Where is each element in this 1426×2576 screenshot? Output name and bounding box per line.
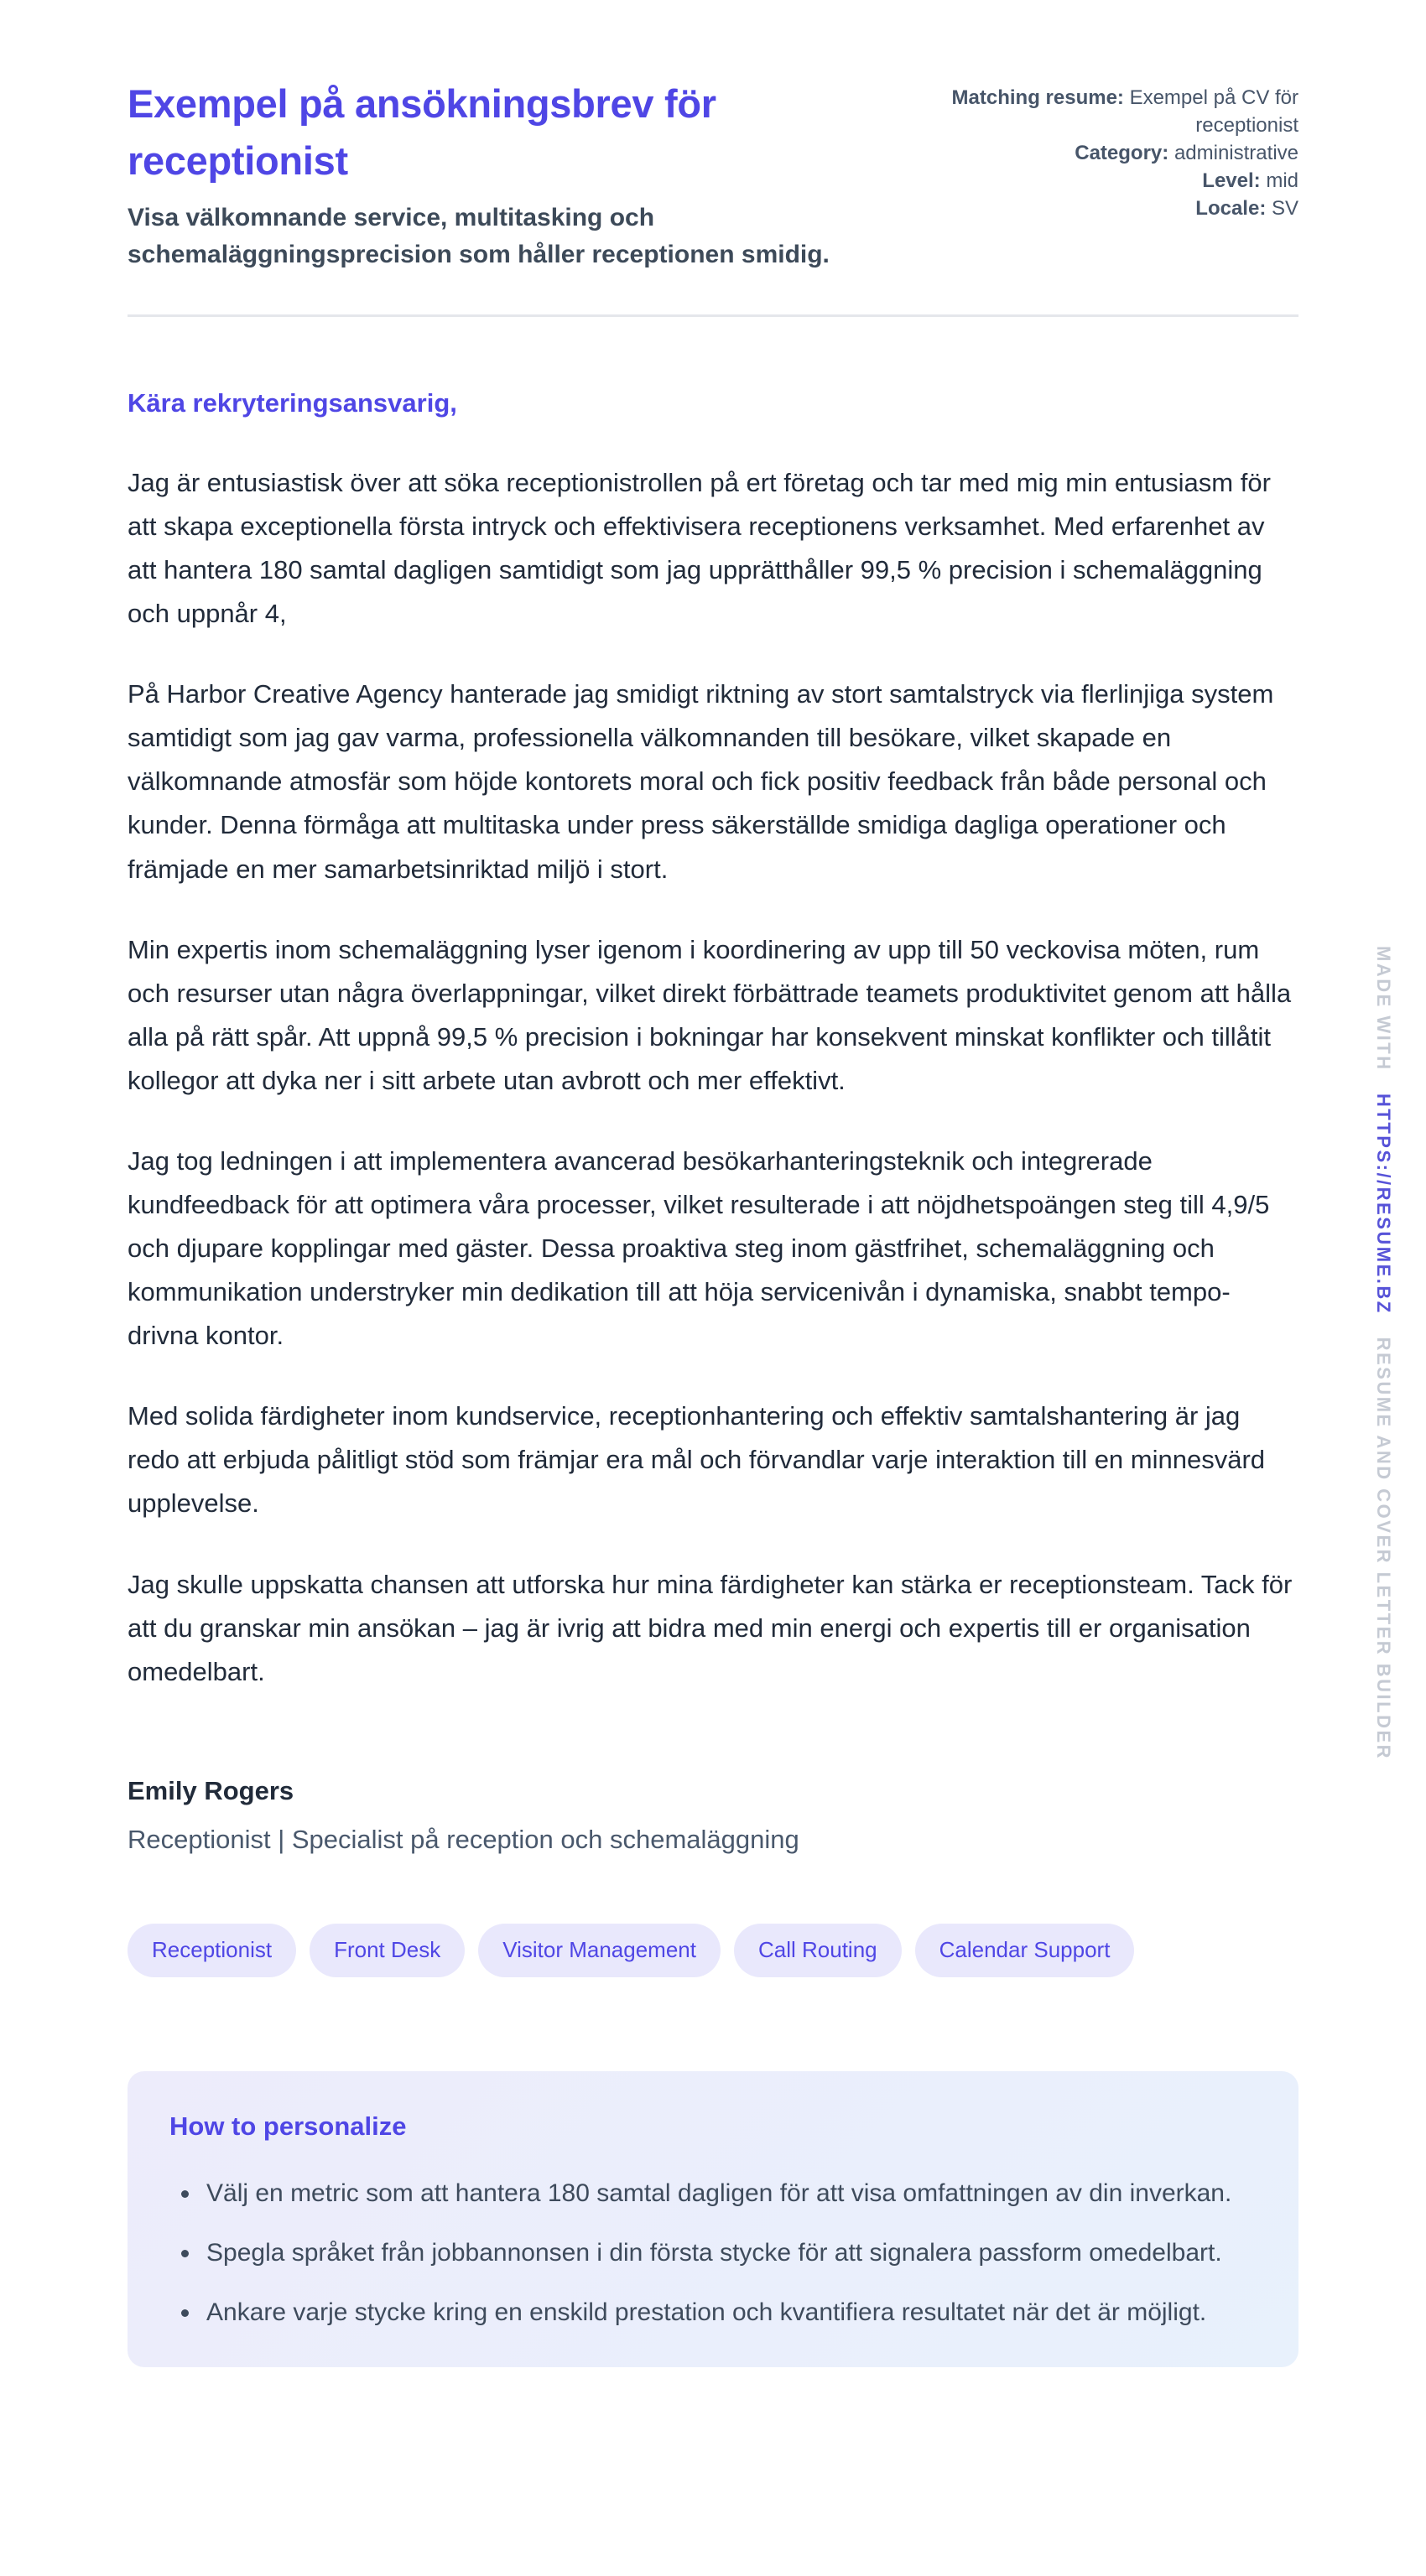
meta-value: administrative xyxy=(1174,142,1298,165)
header-divider xyxy=(128,314,1298,317)
cover-letter-page xyxy=(128,0,1298,2367)
letter-paragraph-2: På Harbor Creative Agency hanterade jag smidigt riktning av stort samtalstryck via flerlinjiga system samtidigt som jag gav varma, professionella välkomnanden till besökare, vilket skapade en välkomnande atmosfär som höjde kontorets moral och fick positiv feedback från både personal och kunder. Denna förmåga att multitaska under press säkerställde smidiga dagliga operationer och främjade en mer samarbetsinriktad miljö i stort. xyxy=(128,679,1274,884)
letter-paragraph-4: Jag tog ledningen i att implementera avancerad besökarhanteringsteknik och integrerade kundfeedback för att optimera våra processer, vilket resulterade i att nöjdhetspoängen steg till 4,9/5 och djupare kopplingar med gäster. Dessa proaktiva steg inom gästfrihet, schemaläggning och kommunikation understryker min dedikation till att höja servicenivån i dynamiska, snabbt tempo-drivna kontor. xyxy=(128,1145,1270,1351)
tip-item-2: • Spegla språket från jobbannonsen i din första stycke för att signalera passform omedelbart. xyxy=(201,2231,1257,2274)
tips-title: How to personalize xyxy=(169,2111,407,2141)
letter-paragraph-3: Min expertis inom schemaläggning lyser igenom i koordinering av upp till 50 veckovisa möten, rum och resurser utan några överlappningar, vilket direkt förbättrade teamets produktivitet genom att hålla alla på rätt spår. Att uppnå 99,5 % precision i bokningar har konsekvent minskat konflikter och tillåtit kollegor att dyka ner i sitt arbete utan avbrott och mer effektivt. xyxy=(128,934,1292,1095)
meta-value: mid xyxy=(1266,169,1298,193)
meta-label: Matching resume: xyxy=(951,86,1124,109)
meta-matching-resume xyxy=(938,84,1298,139)
meta-label: Locale: xyxy=(1195,197,1267,221)
meta-category xyxy=(938,139,1298,167)
tag-receptionist[interactable]: Receptionist xyxy=(128,1924,296,1977)
watermark-made-with: MADE WITH xyxy=(1373,946,1394,1072)
tag-call-routing[interactable]: Call Routing xyxy=(734,1924,902,1977)
tag-visitor-management[interactable]: Visitor Management xyxy=(478,1924,721,1977)
tip-item-1: • Välj en metric som att hantera 180 samtal dagligen för att visa omfattningen av din inverkan. xyxy=(201,2172,1257,2215)
page-title: Exempel på ansökningsbrev för receptionist xyxy=(128,81,716,184)
skill-tags-row xyxy=(128,1924,1298,1977)
signature-name: Emily Rogers xyxy=(128,1775,294,1805)
page-header xyxy=(128,0,1298,273)
meta-label: Category: xyxy=(1075,142,1169,165)
tips-list xyxy=(169,2172,1257,2334)
letter-paragraph-5: Med solida färdigheter inom kundservice, receptionhantering och effektiv samtalshantering är jag redo att erbjuda pålitligt stöd som främjar era mål och förvandlar varje interaktion till en minnesvärd upplevelse. xyxy=(128,1401,1266,1519)
meta-level xyxy=(938,167,1298,195)
tag-front-desk[interactable]: Front Desk xyxy=(310,1924,465,1977)
meta-label: Level: xyxy=(1202,169,1261,193)
letter-paragraph-6: Jag skulle uppskatta chansen att utforska hur mina färdigheter kan stärka er receptionsteam. Tack för att du granskar min ansökan – jag är ivrig att bidra med min energi och expertis till er organisation omedelbart. xyxy=(128,1569,1293,1686)
resume-meta-panel xyxy=(938,75,1298,223)
header-title-block xyxy=(128,75,908,273)
meta-value: Exempel på CV för receptionist xyxy=(1129,86,1298,138)
how-to-personalize-card xyxy=(128,2071,1298,2367)
tip-item-3: • Ankare varje stycke kring en enskild prestation och kvantifiera resultatet när det är möjligt. xyxy=(201,2291,1257,2334)
tag-calendar-support[interactable]: Calendar Support xyxy=(915,1924,1135,1977)
letter-paragraph-1: Jag är entusiastisk över att söka receptionistrollen på ert företag och tar med mig min entusiasm för att skapa exceptionella första intryck och effektivisera receptionens verksamhet. Med erfarenhet av att hantera 180 samtal dagligen samtidigt som jag upprätthåller 99,5 % precision i schemaläggning och uppnår 4, xyxy=(128,467,1271,629)
watermark-sidebar xyxy=(1372,946,1394,1760)
meta-value: SV xyxy=(1271,197,1298,221)
watermark-tagline: RESUME AND COVER LETTER BUILDER xyxy=(1373,1337,1394,1761)
page-subtitle: Visa välkomnande service, multitasking och schemaläggningsprecision som håller receptionen smidig. xyxy=(128,204,830,268)
signature-role: Receptionist | Specialist på reception och schemaläggning xyxy=(128,1824,799,1854)
meta-locale xyxy=(938,195,1298,222)
watermark-site-link[interactable]: HTTPS://RESUME.BZ xyxy=(1373,1093,1394,1315)
letter-greeting: Kära rekryteringsansvarig, xyxy=(128,388,457,418)
cover-letter-body xyxy=(128,382,1298,1854)
